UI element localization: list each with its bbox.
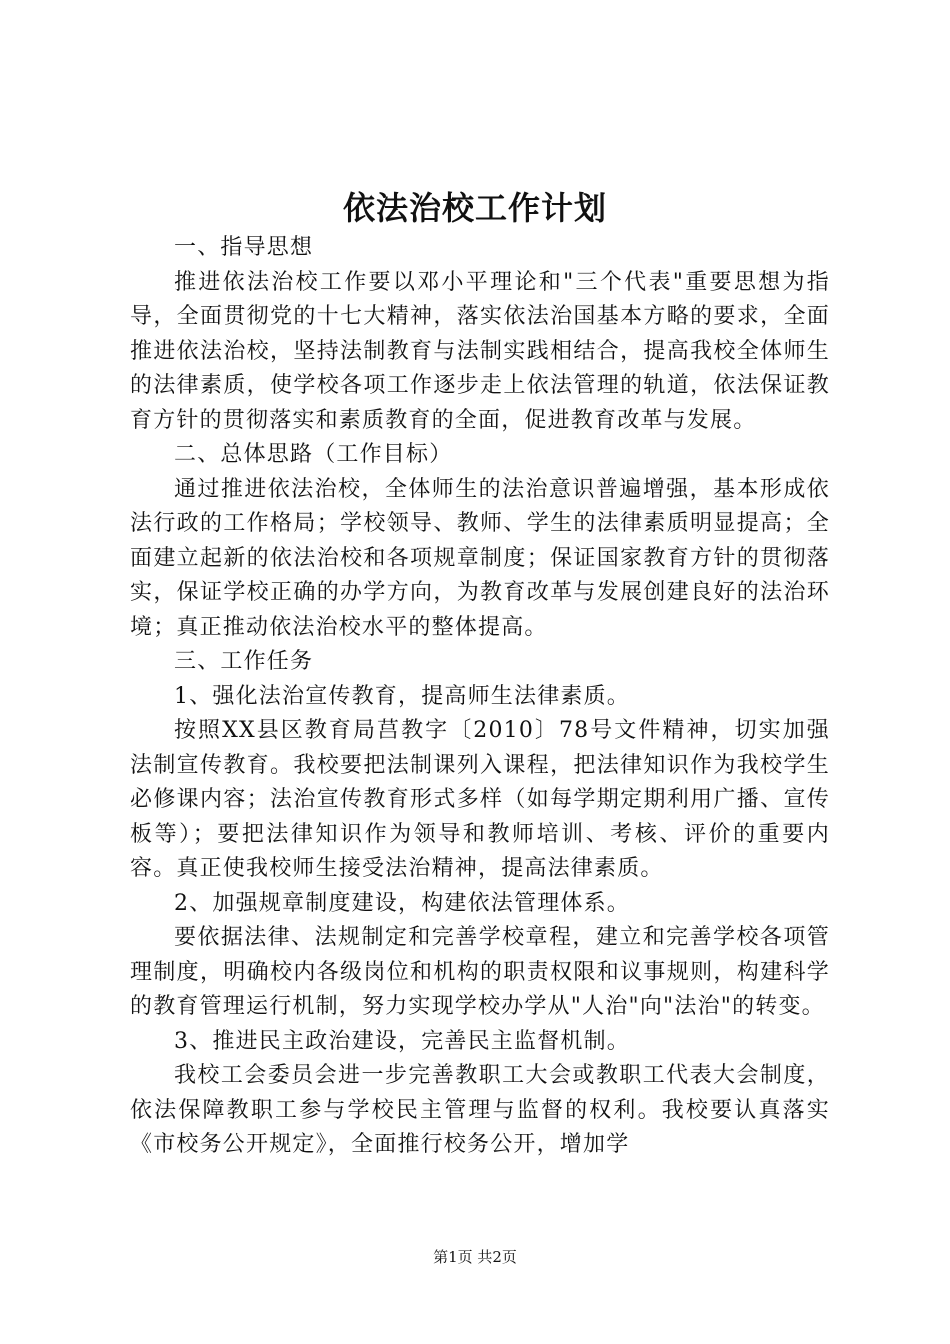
document-body <box>130 231 830 1163</box>
document-title: 依法治校工作计划 <box>342 189 607 227</box>
task-heading-1: 1、强化法治宣传教育，提高师生法律素质。 <box>174 683 630 709</box>
paragraph-overall-approach: 通过推进依法治校，全体师生的法治意识普遍增强，基本形成依法行政的工作格局；学校领导、教师、学生的法律素质明显提高；全面建立起新的依法治校和各项规章制度；保证国家教育方针的贯彻落实，保证学校正确的办学方向，为教育改革与发展创建良好的法治环境；真正推动依法治校水平的整体提高。 <box>130 476 830 640</box>
heading-work-tasks: 三、工作任务 <box>174 649 314 674</box>
heading-overall-approach: 二、总体思路（工作目标） <box>174 442 453 467</box>
task-paragraph-2: 要依据法律、法规制定和完善学校章程，建立和完善学校各项管理制度，明确校内各级岗位和机构的职责权限和议事规则，构建科学的教育管理运行机制，努力实现学校办学从"人治"向"法治"的转变。 <box>130 925 830 1019</box>
page-number: 第1页 共2页 <box>433 1248 517 1266</box>
task-heading-3: 3、推进民主政治建设，完善民主监督机制。 <box>174 1028 630 1054</box>
paragraph-guiding-ideology: 推进依法治校工作要以邓小平理论和"三个代表"重要思想为指导，全面贯彻党的十七大精神，落实依法治国基本方略的要求，全面推进依法治校，坚持法制教育与法制实践相结合，提高我校全体师生的法律素质，使学校各项工作逐步走上依法管理的轨道，依法保证教育方针的贯彻落实和素质教育的全面，促进教育改革与发展。 <box>130 269 830 433</box>
task-paragraph-3: 我校工会委员会进一步完善教职工大会或教职工代表大会制度，依法保障教职工参与学校民主管理与监督的权利。我校要认真落实《市校务公开规定》，全面推行校务公开，增加学 <box>130 1063 830 1157</box>
task-paragraph-1: 按照XX县区教育局莒教字〔2010〕78号文件精神，切实加强法制宣传教育。我校要把法制课列入课程，把法律知识作为我校学生必修课内容；法治宣传教育形式多样（如每学期定期利用广播、宣传板等）；要把法律知识作为领导和教师培训、考核、评价的重要内容。真正使我校师生接受法治精神，提高法律素质。 <box>130 718 830 881</box>
task-heading-2: 2、加强规章制度建设，构建依法管理体系。 <box>174 890 630 916</box>
heading-guiding-ideology: 一、指导思想 <box>174 235 314 260</box>
